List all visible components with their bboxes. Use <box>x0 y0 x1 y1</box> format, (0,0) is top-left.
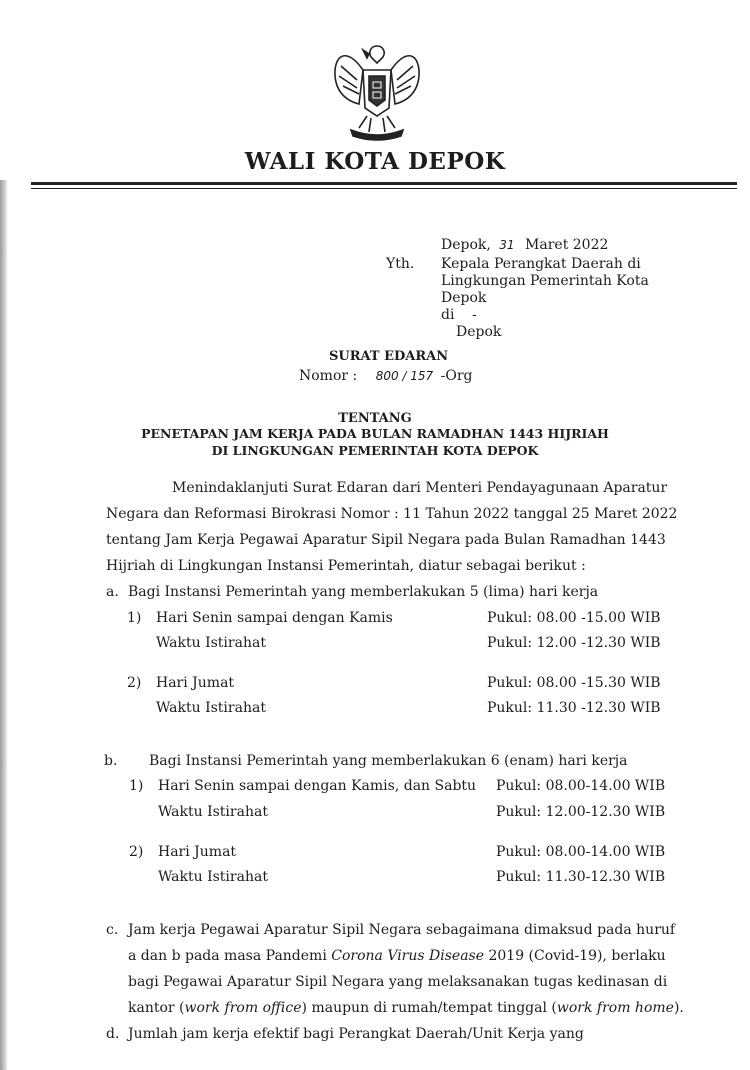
section-c-line-1: Jam kerja Pegawai Aparatur Sipil Negara sebagaimana dimaksud pada huruf <box>128 922 676 938</box>
section-a-item-1-time: Pukul: 08.00 -15.00 WIB <box>487 610 661 626</box>
section-b-item-2-label: Waktu Istirahat <box>158 804 268 820</box>
recipient-dash: - <box>472 307 477 323</box>
header-rule-thick <box>31 182 737 185</box>
recipient-line-3: Depok <box>441 290 487 306</box>
section-c-line-2-italic: Corona Virus Disease <box>331 948 485 964</box>
section-a-item-4-label: Waktu Istirahat <box>156 700 266 716</box>
section-b-item-2-time: Pukul: 12.00-12.30 WIB <box>496 804 666 820</box>
intro-line-2: Negara dan Reformasi Birokrasi Nomor : 11 Tahun 2022 tanggal 25 Maret 2022 <box>106 506 678 522</box>
section-c-line-2a: a dan b pada masa Pandemi <box>128 948 332 964</box>
page-title: WALI KOTA DEPOK <box>244 148 506 175</box>
section-a-text: Bagi Instansi Pemerintah yang memberlakukan 5 (lima) hari kerja <box>128 584 599 600</box>
section-b-item-3-label: Hari Jumat <box>158 844 237 860</box>
recipient-line-1: Kepala Perangkat Daerah di <box>441 256 641 272</box>
intro-line-1: Menindaklanjuti Surat Edaran dari Menteri Pendayagunaan Aparatur <box>172 480 668 496</box>
date-line <box>441 238 608 252</box>
section-a-item-2-label: Waktu Istirahat <box>156 635 266 651</box>
page-shadow-edge <box>0 180 7 1070</box>
section-c-line-2b: 2019 (Covid-19), berlaku <box>484 948 666 964</box>
section-b-item-4-time: Pukul: 11.30-12.30 WIB <box>496 869 666 885</box>
section-b-item-3-num: 2) <box>129 844 144 860</box>
subject-line-1: PENETAPAN JAM KERJA PADA BULAN RAMADHAN 1443 HIJRIAH <box>141 426 609 441</box>
section-c-line-4c: ). <box>673 1000 684 1016</box>
yth-label: Yth. <box>386 256 415 272</box>
tentang-label: TENTANG <box>338 411 412 426</box>
section-b-marker: b. <box>104 753 118 769</box>
doc-heading: SURAT EDARAN <box>329 349 449 364</box>
section-c-line-4-italic-1: work from office <box>184 1000 302 1016</box>
subject-line-2: DI LINGKUNGAN PEMERINTAH KOTA DEPOK <box>211 443 539 458</box>
section-c-line-4b: ) maupun di rumah/tempat tinggal ( <box>301 1000 557 1016</box>
section-a-item-1-label: Hari Senin sampai dengan Kamis <box>156 610 393 626</box>
section-b-item-1-num: 1) <box>129 778 144 794</box>
section-d-marker: d. <box>106 1026 120 1042</box>
date-month-year: Maret 2022 <box>525 237 609 253</box>
intro-line-3: tentang Jam Kerja Pegawai Aparatur Sipil Negara pada Bulan Ramadhan 1443 <box>106 532 666 548</box>
doc-number-handwritten: 800 / 157 <box>375 369 434 383</box>
section-c-line-2 <box>128 949 666 963</box>
section-c-marker: c. <box>106 922 119 938</box>
recipient-line-2: Lingkungan Pemerintah Kota <box>441 273 649 289</box>
doc-number <box>299 369 473 383</box>
section-a-item-3-label: Hari Jumat <box>156 675 235 691</box>
section-b-item-1-time: Pukul: 08.00-14.00 WIB <box>496 778 666 794</box>
section-a-item-3-num: 2) <box>127 675 142 691</box>
intro-line-4: Hijriah di Lingkungan Instansi Pemerintah, diatur sebagai berikut : <box>106 558 586 574</box>
section-a-item-2-time: Pukul: 12.00 -12.30 WIB <box>487 635 661 651</box>
doc-number-suffix: -Org <box>440 368 473 384</box>
section-a-item-3-time: Pukul: 08.00 -15.30 WIB <box>487 675 661 691</box>
section-b-item-1-label: Hari Senin sampai dengan Kamis, dan Sabtu <box>158 778 477 794</box>
section-b-item-3-time: Pukul: 08.00-14.00 WIB <box>496 844 666 860</box>
recipient-di: di <box>441 307 455 323</box>
section-c-line-3: bagi Pegawai Aparatur Sipil Negara yang melaksanakan tugas kedinasan di <box>128 974 668 990</box>
section-a-item-4-time: Pukul: 11.30 -12.30 WIB <box>487 700 661 716</box>
garuda-emblem-icon <box>329 40 425 144</box>
section-a-item-1-num: 1) <box>127 610 142 626</box>
section-c-line-4 <box>128 1001 684 1015</box>
section-b-item-4-label: Waktu Istirahat <box>158 869 268 885</box>
date-day-handwritten: 31 <box>499 238 515 252</box>
section-d-text: Jumlah jam kerja efektif bagi Perangkat Daerah/Unit Kerja yang <box>128 1026 584 1042</box>
section-b-text: Bagi Instansi Pemerintah yang memberlakukan 6 (enam) hari kerja <box>149 753 628 769</box>
section-c-line-4a: kantor ( <box>128 1000 185 1016</box>
section-a-marker: a. <box>106 584 119 600</box>
doc-number-label: Nomor : <box>299 368 358 384</box>
recipient-place: Depok <box>456 324 502 340</box>
date-place: Depok, <box>441 237 491 253</box>
section-c-line-4-italic-2: work from home <box>556 1000 674 1016</box>
header-rule-thin <box>31 188 737 189</box>
